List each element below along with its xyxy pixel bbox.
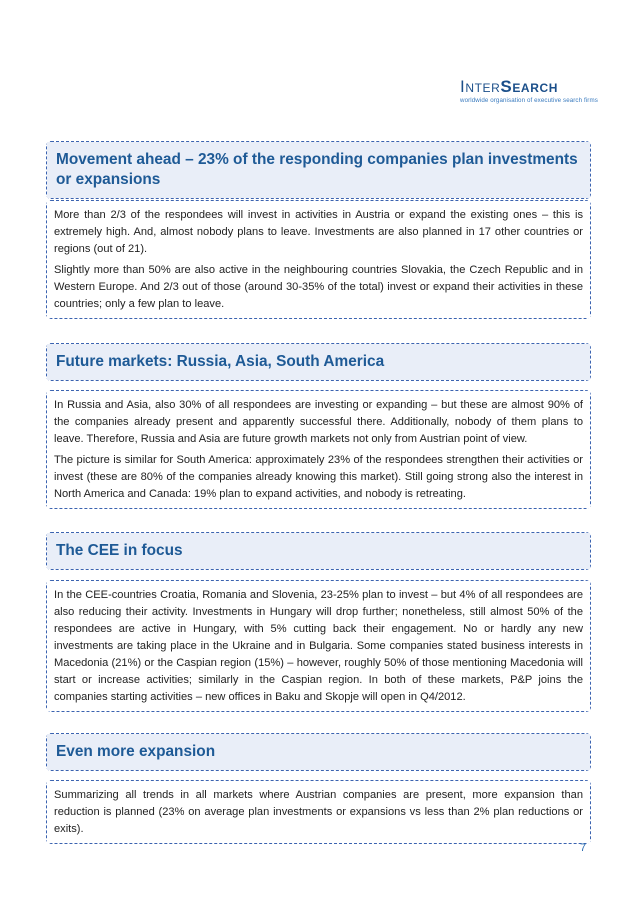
- section-expansion-body-box: [46, 780, 591, 844]
- section-future-markets-body-box: [46, 390, 591, 509]
- section-movement-ahead-heading-box: [46, 141, 591, 199]
- section-movement-ahead-body-box: [46, 200, 591, 319]
- section-heading: Even more expansion: [56, 743, 216, 760]
- section-future-markets-heading-box: [46, 343, 591, 381]
- paragraph: Summarizing all trends in all markets where Austrian companies are present, more expansion than reduction is planned (23% on average plan investments or expansions vs less than 2% plan reductions or exits).: [54, 789, 583, 835]
- section-cee-heading-box: [46, 532, 591, 570]
- page-number: 7: [580, 842, 587, 854]
- paragraph: More than 2/3 of the respondees will invest in activities in Austria or expand the existing ones – this is extremely high. And, almost nobody plans to leave. Investments are also planned in 17 other countries or regions (out of 21).: [54, 209, 583, 255]
- logo-word-inter: Inter: [460, 77, 501, 96]
- section-cee-body-box: [46, 580, 591, 712]
- section-heading: Future markets: Russia, Asia, South America: [56, 353, 385, 370]
- logo-tagline: worldwide organisation of executive search firms: [460, 97, 598, 104]
- section-heading: The CEE in focus: [56, 542, 183, 559]
- logo-wordmark: [460, 78, 600, 96]
- section-expansion-heading-box: [46, 733, 591, 771]
- paragraph: The picture is similar for South America: approximately 23% of the respondees strengthen their activities or invest (these are 80% of the companies already knowing this market). Still going strong also the interest in North America and Canada: 19% plan to expand activities, and nobody is retreating.: [54, 454, 583, 500]
- section-heading: Movement ahead – 23% of the responding companies plan investments or expansions: [56, 151, 578, 188]
- logo-word-search: Search: [500, 77, 558, 96]
- intersearch-logo: [460, 78, 600, 104]
- paragraph: In Russia and Asia, also 30% of all respondees are investing or expanding – but these are almost 90% of the companies already present and apparently successful there. Additionally, nobody of them plans to leave. Therefore, Russia and Asia are future growth markets not only from Austrian point of view.: [54, 399, 583, 445]
- paragraph: In the CEE-countries Croatia, Romania and Slovenia, 23-25% plan to invest – but 4% of all respondees are also reducing their activity. Investments in Hungary will drop further; nonetheless, still almost 50% of the respondees are active in Hungary, with 5% cutting back their engagement. No or hardly any new investments are taking place in the Ukraine and in Bulgaria. Some companies stated business interests in Macedonia (21%) or the Caspian region (15%) – however, roughly 50% of those mentioning Macedonia will start or increase activities; similarly in the Caspian region. In both of these markets, P&P joins the companies starting activities – new offices in Baku and Skopje will open in Q4/2012.: [54, 589, 583, 703]
- paragraph: Slightly more than 50% are also active in the neighbouring countries Slovakia, the Czech Republic and in Western Europe. And 2/3 out of those (around 30-35% of the total) invest or expand their activities in these countries; only a few plan to leave.: [54, 264, 583, 310]
